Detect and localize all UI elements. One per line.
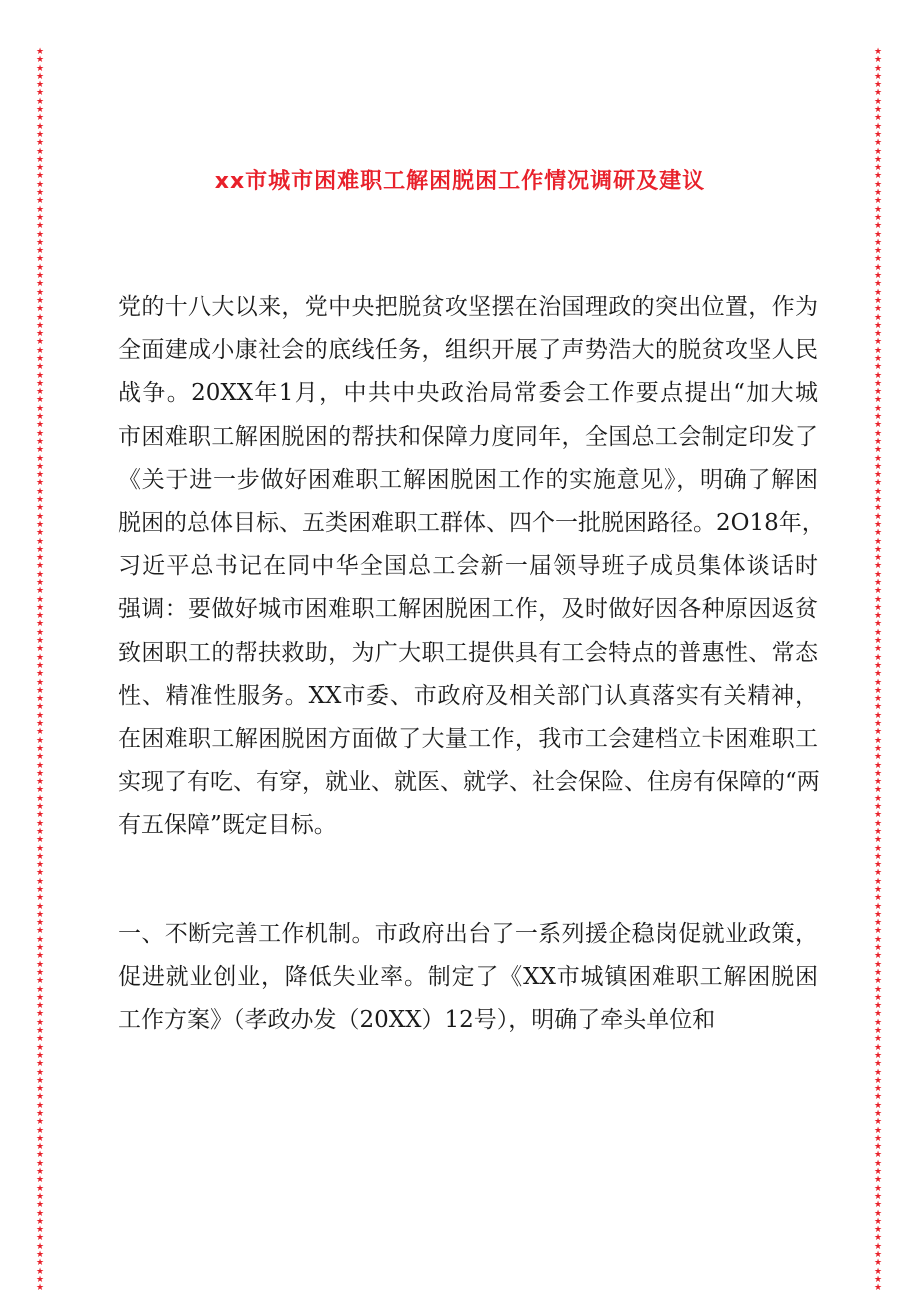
paragraph-section-one bbox=[118, 913, 818, 1043]
text-line: 市困难职工解困脱困的帮扶和保障力度同年，全国总工会制定印发了 bbox=[118, 423, 818, 450]
text-line: 习近平总书记在同中华全国总工会新一届领导班子成员集体谈话时 bbox=[118, 553, 818, 580]
document-title: xx市城市困难职工解困脱困工作情况调研及建议 bbox=[214, 169, 706, 194]
right-star-border: ★★★★★★★★★★★★★★★★★★★★★★★★★★★★★★★★★★★★★★★★★★★★★★★★★★★★★★★★★★★★★★★★★★★★★★★★★★★★★★★★★★★★★★★★★★★★★★★★★★★★★★★★★★★★★★★★★★★★★★★★★★★★★★★★★★★★★★★★★★★★★★★★★★★★★★ bbox=[873, 47, 883, 1294]
text-line: 实现了有吃、有穿，就业、就医、就学、社会保险、住房有保障的“两 bbox=[118, 769, 820, 796]
text-line: 性、精准性服务。XX市委、市政府及相关部门认真落实有关精神， bbox=[118, 682, 818, 709]
text-line: 致困职工的帮扶救助，为广大职工提供具有工会特点的普惠性、常态 bbox=[118, 639, 818, 666]
text-line: 一、不断完善工作机制。市政府出台了一系列援企稳岗促就业政策， bbox=[118, 921, 818, 947]
paragraph-intro bbox=[118, 286, 825, 848]
text-line: 脱困的总体目标、五类困难职工群体、四个一批脱困路径。2O18年， bbox=[118, 510, 825, 537]
text-line: 全面建成小康社会的底线任务，组织开展了声势浩大的脱贫攻坚人民 bbox=[118, 337, 818, 364]
text-line: 促进就业创业，降低失业率。制定了《XX市城镇困难职工解困脱困 bbox=[118, 964, 818, 991]
text-line: 党的十八大以来，党中央把脱贫攻坚摆在治国理政的突出位置，作为 bbox=[118, 294, 818, 320]
text-line: 战争。20XX年1月，中共中央政治局常委会工作要点提出“加大城 bbox=[118, 380, 818, 407]
text-line: 强调：要做好城市困难职工解困脱困工作，及时做好因各种原因返贫 bbox=[118, 596, 818, 623]
text-line: 工作方案》（孝政办发（20XX）12号），明确了牵头单位和 bbox=[118, 1007, 716, 1034]
left-star-border: ★★★★★★★★★★★★★★★★★★★★★★★★★★★★★★★★★★★★★★★★★★★★★★★★★★★★★★★★★★★★★★★★★★★★★★★★★★★★★★★★★★★★★★★★★★★★★★★★★★★★★★★★★★★★★★★★★★★★★★★★★★★★★★★★★★★★★★★★★★★★★★★★★★★★★★ bbox=[35, 47, 45, 1294]
text-line: 在困难职工解困脱困方面做了大量工作，我市工会建档立卡困难职工 bbox=[118, 726, 818, 753]
text-line: 《关于进一步做好困难职工解困脱困工作的实施意见》，明确了解困 bbox=[118, 466, 818, 493]
text-line: 有五保障”既定目标。 bbox=[118, 812, 337, 839]
